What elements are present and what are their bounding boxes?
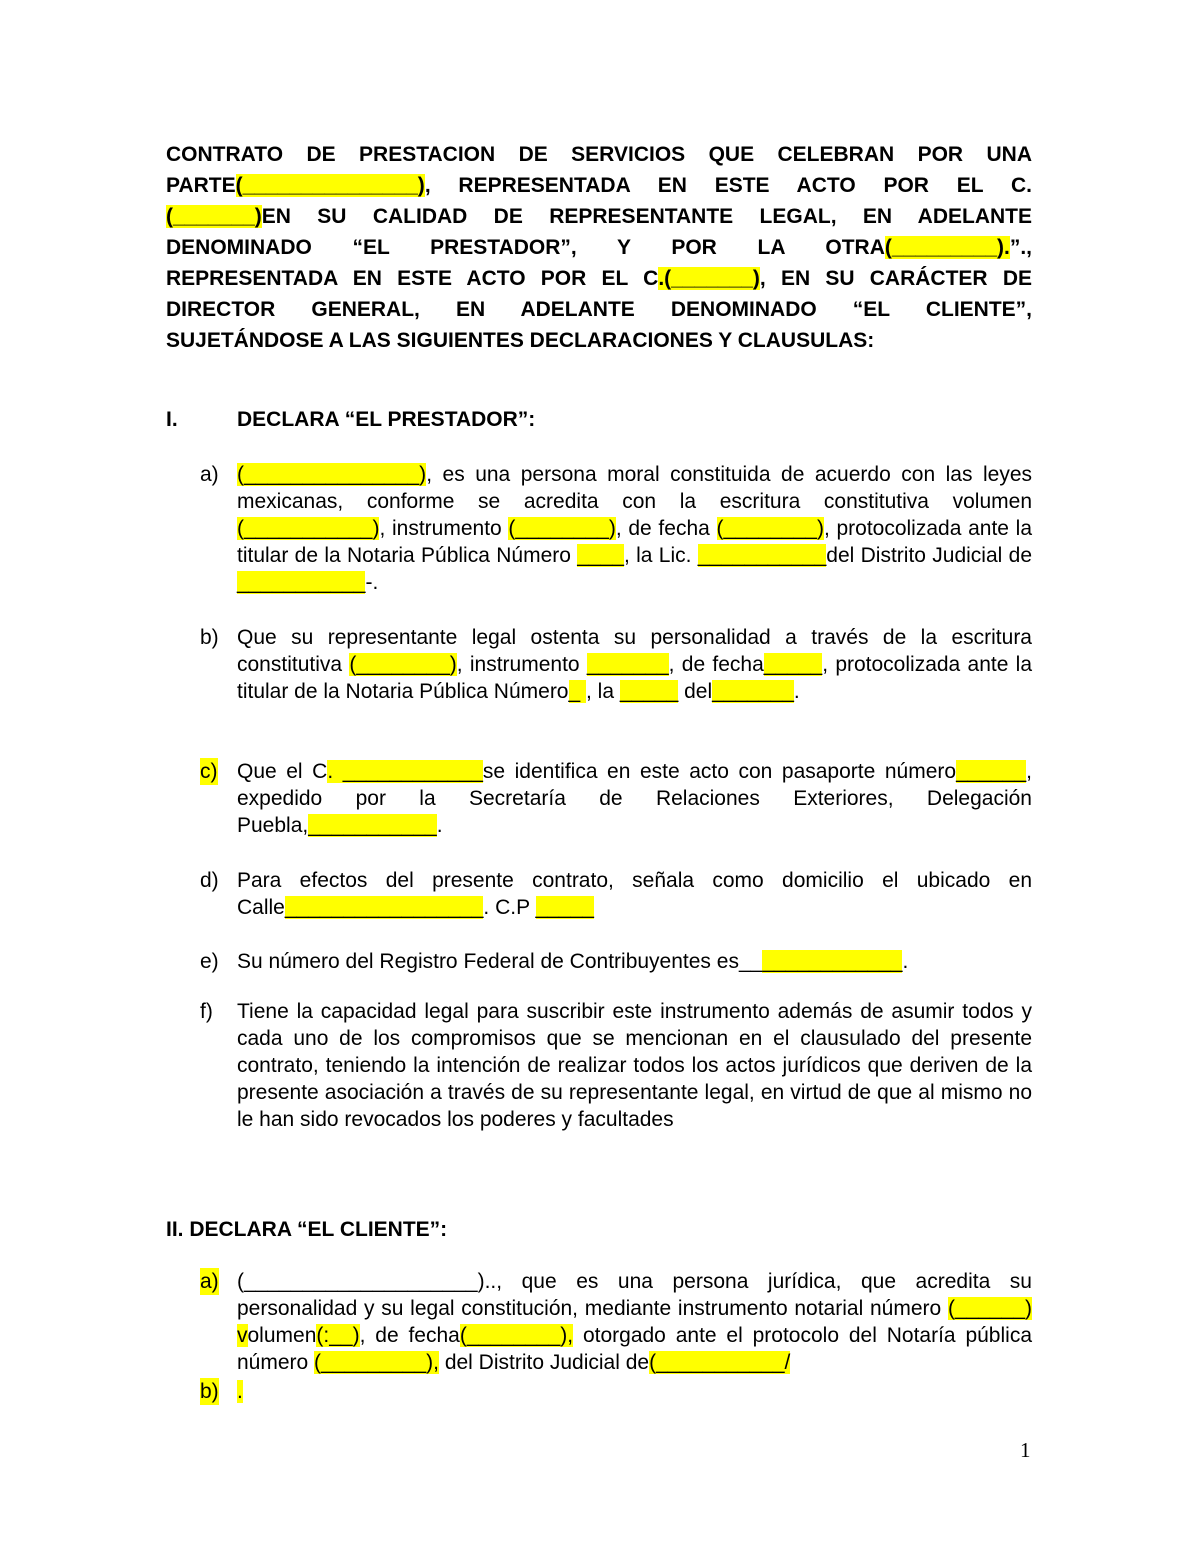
title-line: REPRESENTADA EN ESTE ACTO POR EL C.(_______), EN SU CARÁCTER DE <box>166 267 1032 290</box>
item-text: (____________________).., que es una persona jurídica, que acredita su personalidad y su legal constitución, mediante instrumento notarial número (______) volumen(:__), de fecha(________), otorgado ante el protocolo del Notaría pública número (_________), del Distrito Judicial de(___________/ <box>237 1270 1032 1374</box>
blank-field: (_______________) <box>237 463 427 486</box>
item-label: b) <box>200 626 219 649</box>
item-label: b) <box>200 1380 219 1403</box>
item-label: e) <box>200 950 219 973</box>
blank-field: ____ <box>577 544 624 567</box>
page-number: 1 <box>1020 1438 1031 1462</box>
blank-field: ___________ <box>697 544 827 567</box>
title-line: DENOMINADO “EL PRESTADOR”, Y POR LA OTRA(_________).”., <box>166 236 1032 259</box>
blank-field: (___________) <box>237 517 380 540</box>
blank-field: _______ <box>712 680 794 703</box>
contract-title <box>166 139 1032 356</box>
blank-field: (_________), <box>314 1351 439 1374</box>
blank-field: (_______________) <box>235 174 425 197</box>
blank-field: _______ <box>586 653 669 676</box>
blank-field: .(_______) <box>658 267 760 290</box>
title-line: PARTE(_______________), REPRESENTADA EN ESTE ACTO POR EL C. <box>166 174 1032 197</box>
title-line: SUJETÁNDOSE A LAS SIGUIENTES DECLARACIONES Y CLAUSULAS: <box>166 329 875 352</box>
blank-field: (_________). <box>884 236 1010 259</box>
blank-field: (___________/ <box>649 1351 791 1374</box>
blank-field: _________________ <box>284 896 484 919</box>
item-text: Para efectos del presente contrato, señala como domicilio el ubicado en Calle_________________. C.P _____ <box>237 869 1032 919</box>
blank-field: . ____________ <box>327 760 483 783</box>
blank-field: (________) <box>349 653 457 676</box>
title-line: (_______)EN SU CALIDAD DE REPRESENTANTE LEGAL, EN ADELANTE <box>166 205 1032 228</box>
blank-field: ____________ <box>762 950 903 973</box>
item-text: Su número del Registro Federal de Contribuyentes es______________. <box>237 950 909 973</box>
item-label: c) <box>200 760 218 783</box>
item-label: a) <box>200 1270 219 1293</box>
blank-field: (________), <box>459 1324 574 1347</box>
blank-field: _____ <box>763 653 823 676</box>
blank-field: (________) <box>716 517 824 540</box>
item-label: d) <box>200 869 219 892</box>
blank-field: _____ <box>619 680 679 703</box>
blank-field: ___________ <box>308 814 437 837</box>
title-line: CONTRATO DE PRESTACION DE SERVICIOS QUE CELEBRAN POR UNA <box>166 143 1032 166</box>
title-line: DIRECTOR GENERAL, EN ADELANTE DENOMINADO “EL CLIENTE”, <box>166 298 1032 321</box>
item-label: f) <box>200 1000 213 1023</box>
blank-field: (________) <box>508 517 616 540</box>
section-title: II. DECLARA “EL CLIENTE”: <box>166 1218 448 1241</box>
section-number: I. <box>166 408 178 431</box>
item-text: Que su representante legal ostenta su personalidad a través de la escritura constitutiva (________), instrumento _______, de fecha_____, protocolizada ante la titular de la Notaria Pública Número_ , la _____ del_______. <box>237 626 1033 703</box>
blank-field: (_______) <box>166 205 262 228</box>
item-text: Tiene la capacidad legal para suscribir este instrumento además de asumir todos y cada uno de los compromisos que se mencionan en el clausulado del presente contrato, teniendo la intención de realizar todos los actos jurídicos que deriven de la presente asociación a través de su representante legal, en virtud de que al mismo no le han sido revocados los poderes y facultades <box>237 1000 1032 1131</box>
item-label: a) <box>200 463 219 486</box>
section-heading <box>166 406 535 434</box>
blank-field: (:__) <box>316 1324 360 1347</box>
item-text: (_______________), es una persona moral constituida de acuerdo con las leyes mexicanas, conforme se acredita con la escritura constitutiva volumen (___________), instrumento (________), de fecha (________), protocolizada ante la titular de la Notaria Pública Número ____, la Lic. ___________del Distrito Judicial de ___________-. <box>237 463 1032 594</box>
section-heading <box>166 1216 447 1244</box>
section-title: DECLARA “EL PRESTADOR”: <box>237 408 536 431</box>
item-text: Que el C. ____________se identifica en este acto con pasaporte número______, expedido por la Secretaría de Relaciones Exteriores, Delegación Puebla,___________. <box>237 760 1032 837</box>
blank-field: _ <box>568 680 587 703</box>
blank-field: ______ <box>956 760 1027 783</box>
blank-field: ___________ <box>237 571 366 594</box>
blank-field: (______) v <box>237 1297 1032 1347</box>
blank-field: _____ <box>535 896 594 919</box>
item-text: . <box>237 1380 243 1403</box>
